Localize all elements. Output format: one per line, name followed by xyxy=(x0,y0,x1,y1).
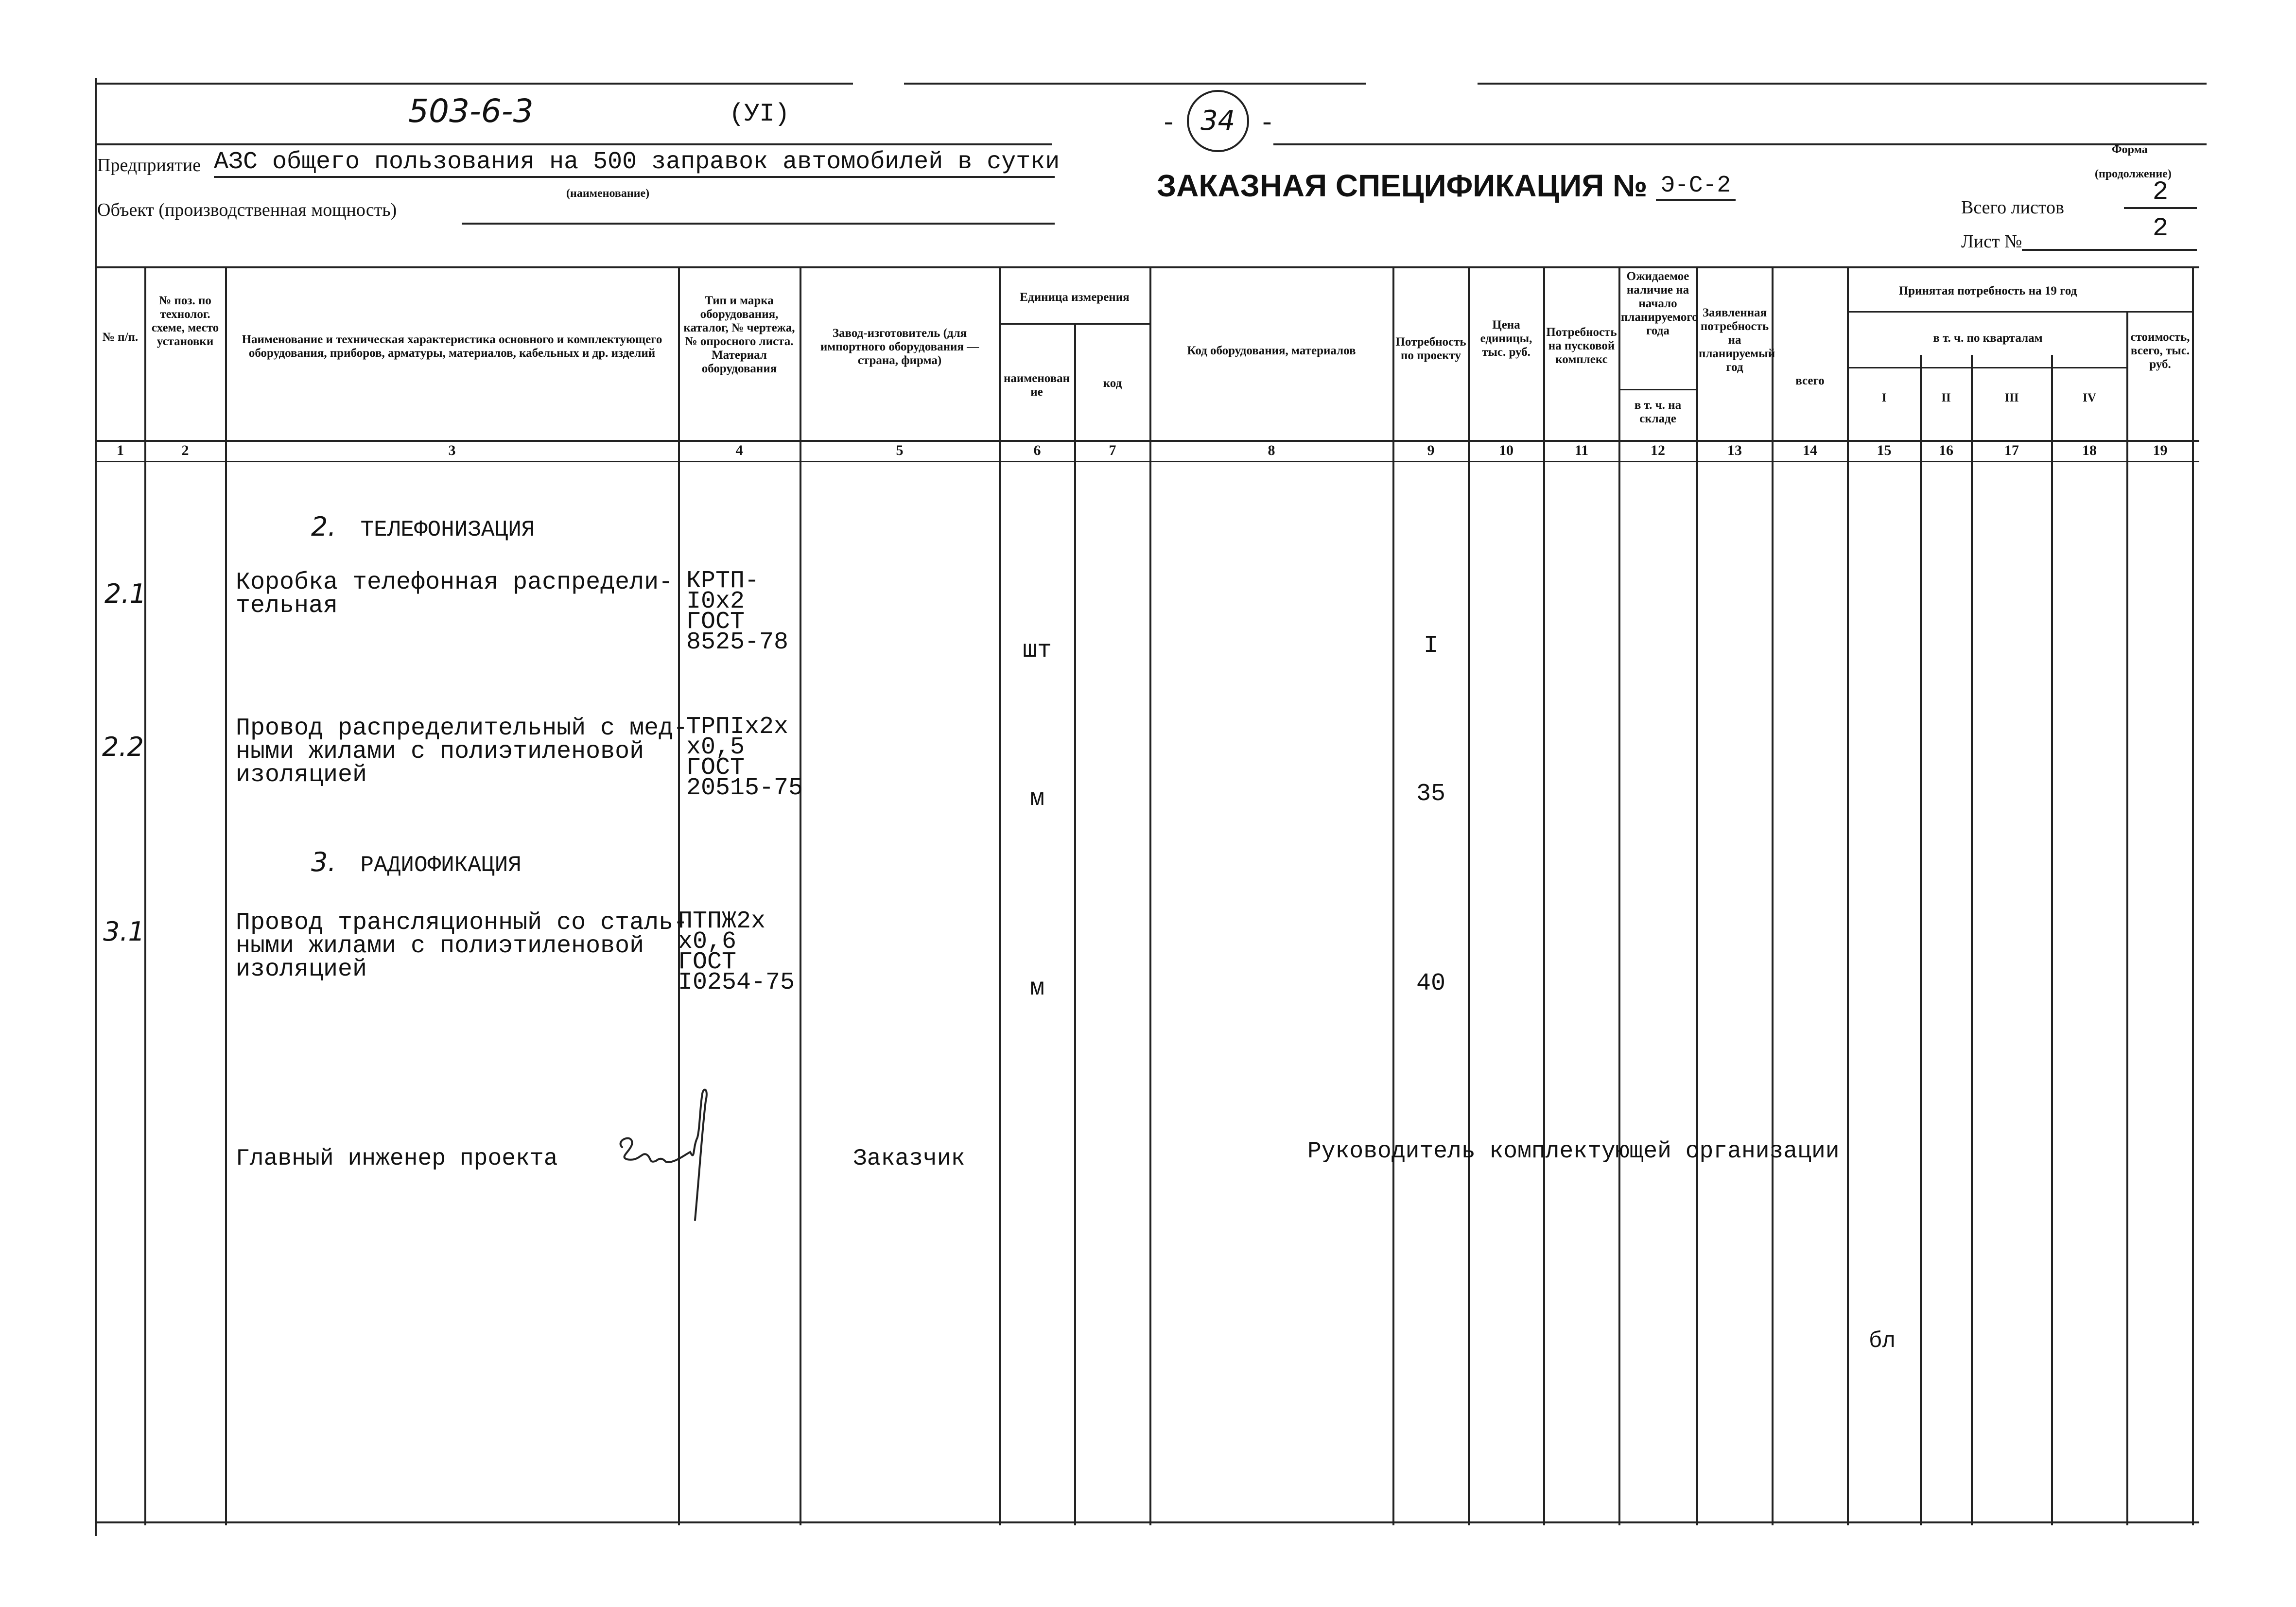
form-label: Форма xyxy=(2112,143,2148,156)
row-name-line: изоляцией xyxy=(236,761,367,789)
col-header-14-18: Принятая потребность на 19 год xyxy=(1898,284,2077,297)
row-type-line: ГОСТ xyxy=(678,948,737,976)
row-type-line: x0,5 xyxy=(686,734,745,761)
row-name-line: ными жилами с полиэтиленовой xyxy=(236,738,644,766)
col-number: 7 xyxy=(1109,442,1116,458)
col-header-12b: в т. ч. на складе xyxy=(1634,399,1682,425)
col-header-9: Потребность по проекту xyxy=(1395,335,1466,362)
row-name-line: Коробка телефонная распредели- xyxy=(236,569,674,596)
page-marker-circle: 34 xyxy=(1187,90,1249,152)
row-type-line: КРТП- xyxy=(686,567,760,595)
section-number: 2. xyxy=(311,511,336,542)
enterprise-value: АЗС общего пользования на 500 заправок автомобилей в сутки xyxy=(214,148,1055,178)
col-header-15-18: в т. ч. по кварталам xyxy=(1933,332,2043,345)
row-unit: шт xyxy=(1022,637,1052,664)
section-heading xyxy=(311,847,522,878)
row-qty: 35 xyxy=(1416,780,1445,808)
row-type xyxy=(686,713,803,802)
row-qty: I xyxy=(1423,632,1438,660)
section-code: (УI) xyxy=(729,100,790,128)
col-number: 18 xyxy=(2082,442,2097,458)
col-header-q3: III xyxy=(2004,391,2019,404)
row-name-line: ными жилами с полиэтиленовой xyxy=(236,932,644,960)
col-header-13: Заявленная потребность на планируемый год xyxy=(1699,306,1775,374)
col-header-6: наименование xyxy=(1003,372,1070,399)
col-number: 6 xyxy=(1033,442,1041,458)
col-number: 17 xyxy=(2004,442,2019,458)
row-qty: 40 xyxy=(1416,970,1445,997)
col-header-10: Цена единицы, тыс. руб. xyxy=(1480,318,1532,359)
sheet-number: 2 xyxy=(2152,214,2169,244)
row-name-line: Провод трансляционный со сталь- xyxy=(236,909,688,937)
row-type-line: 8525-78 xyxy=(686,629,789,656)
spec-title xyxy=(1157,168,1736,204)
col-number: 2 xyxy=(181,442,189,458)
col-number: 15 xyxy=(1877,442,1892,458)
object-label: Объект (производственная мощность) xyxy=(97,200,397,220)
total-sheets: 2 xyxy=(2124,177,2197,209)
col-header-2: № поз. по технолог. схеме, место установки xyxy=(151,294,219,348)
form-sub: (продолжение) xyxy=(2095,168,2172,180)
col-header-3: Наименование и техническая характеристика основного и комплектующего оборудования, приборов, арматуры, материалов, кабельных и др. изделий xyxy=(242,333,662,360)
col-header-q2: II xyxy=(1941,391,1951,404)
row-type-line: I0254-75 xyxy=(678,969,795,996)
chief-engineer-label: Главный инженер проекта xyxy=(236,1146,558,1172)
row-unit: м xyxy=(1029,975,1044,1002)
col-header-14: всего xyxy=(1795,374,1825,387)
enterprise-sub: (наименование) xyxy=(566,187,650,200)
spec-number: Э-С-2 xyxy=(1656,173,1736,201)
footer-mark: бл xyxy=(1869,1328,1896,1354)
row-name xyxy=(236,911,688,981)
section-title: РАДИОФИКАЦИЯ xyxy=(360,853,522,878)
row-name xyxy=(236,571,673,618)
spec-title-text: ЗАКАЗНАЯ СПЕЦИФИКАЦИЯ № xyxy=(1157,168,1648,203)
col-header-6-7: Единица измерения xyxy=(1020,291,1130,304)
col-number: 8 xyxy=(1268,442,1275,458)
row-name-line: изоляцией xyxy=(236,956,367,983)
col-header-q1: I xyxy=(1881,391,1887,404)
col-header-12: Ожидаемое наличие на начало планируемого года xyxy=(1621,270,1698,337)
col-number: 10 xyxy=(1499,442,1513,458)
row-type-line: 20515-75 xyxy=(686,774,803,802)
row-type-line: ГОСТ xyxy=(686,608,745,636)
row-name-line: Провод распределительный с мед- xyxy=(236,715,688,742)
row-type-line: x0,6 xyxy=(678,928,737,956)
row-type-line: ПТПЖ2x xyxy=(678,908,766,935)
col-number: 9 xyxy=(1427,442,1435,458)
section-heading xyxy=(311,511,535,542)
page-marker: - 34 - xyxy=(1164,90,1271,152)
row-type-line: I0x2 xyxy=(686,588,745,615)
section-title: ТЕЛЕФОНИЗАЦИЯ xyxy=(360,517,535,542)
col-number: 16 xyxy=(1939,442,1953,458)
col-header-8: Код оборудования, материалов xyxy=(1187,344,1356,357)
row-name-line: тельная xyxy=(236,592,338,620)
total-sheets-label: Всего листов xyxy=(1961,197,2064,218)
row-unit: м xyxy=(1029,785,1044,813)
enterprise-label: Предприятие xyxy=(97,155,201,175)
col-header-11: Потребность на пусковой комплекс xyxy=(1546,326,1617,366)
col-header-19: стоимость, всего, тыс. руб. xyxy=(2130,331,2190,371)
sheet-label: Лист № xyxy=(1961,231,2022,252)
row-type xyxy=(686,567,789,656)
row-type-line: ГОСТ xyxy=(686,754,745,782)
enterprise-row xyxy=(97,155,201,176)
row-type-line: ТРПIx2x xyxy=(686,713,789,741)
row-pos: 3.1 xyxy=(103,916,145,947)
col-header-4: Тип и марка оборудования, каталог, № чертежа, № опросного листа. Материал оборудования xyxy=(683,294,795,375)
col-header-7: код xyxy=(1103,377,1122,390)
handwritten-signature xyxy=(612,1079,739,1240)
col-number: 14 xyxy=(1803,442,1817,458)
head-org-label: Руководитель комплектующей организации xyxy=(1307,1138,1840,1165)
row-pos: 2.2 xyxy=(102,732,144,762)
col-number: 11 xyxy=(1574,442,1589,458)
col-header-1: № п/п. xyxy=(102,331,139,344)
col-number: 3 xyxy=(448,442,456,458)
col-number: 4 xyxy=(735,442,743,458)
col-number: 1 xyxy=(117,442,124,458)
col-header-q4: IV xyxy=(2083,391,2096,404)
doc-number: 503-6-3 xyxy=(408,92,534,130)
col-number: 19 xyxy=(2153,442,2168,458)
col-number: 12 xyxy=(1651,442,1665,458)
row-type xyxy=(678,908,795,996)
row-name xyxy=(236,717,688,787)
row-pos: 2.1 xyxy=(104,578,146,609)
col-number: 13 xyxy=(1727,442,1742,458)
col-header-5: Завод-изготовитель (для импортного оборудования — страна, фирма) xyxy=(820,327,979,367)
section-number: 3. xyxy=(311,847,336,877)
col-number: 5 xyxy=(896,442,904,458)
customer-label: Заказчик xyxy=(853,1146,965,1172)
